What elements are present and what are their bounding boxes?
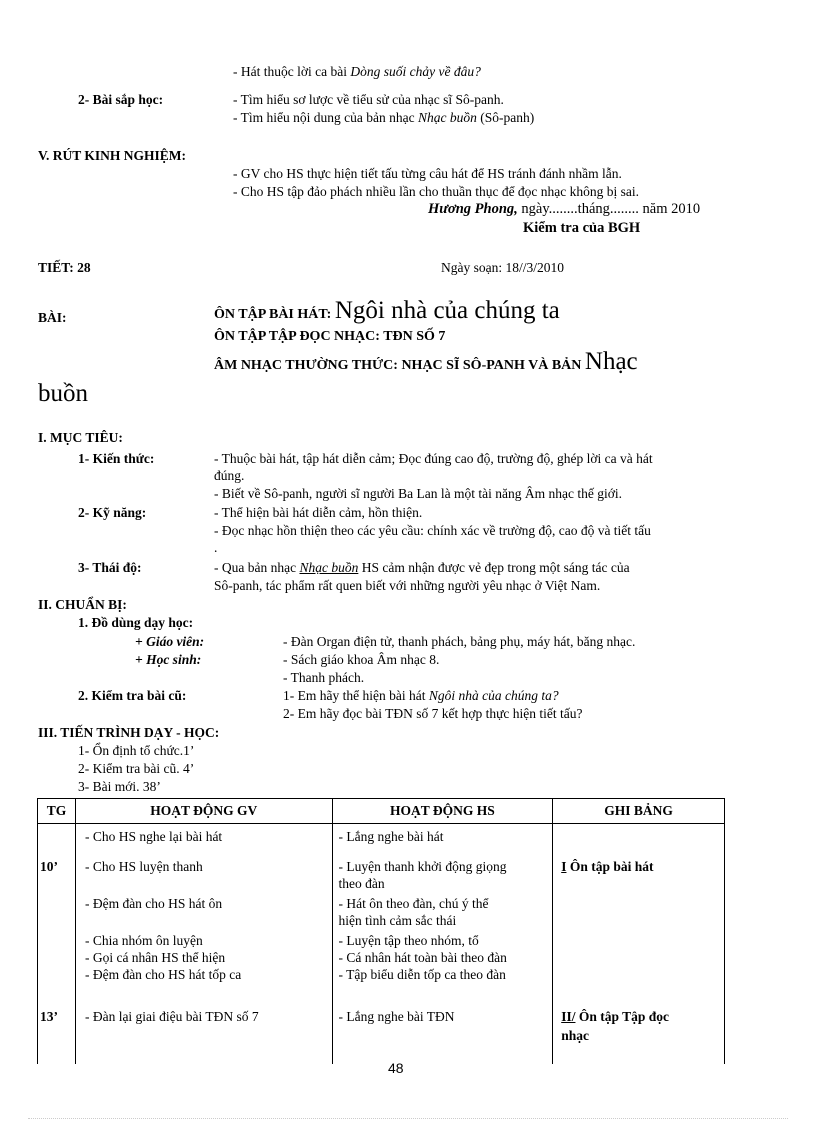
board-check: Kiểm tra của BGH bbox=[523, 220, 641, 236]
teacher-activity: - Đệm đàn cho HS hát tốp ca bbox=[84, 967, 242, 982]
student-label: + Học sinh: bbox=[135, 652, 202, 667]
teacher-activity: - Gọi cá nhân HS thể hiện bbox=[84, 950, 226, 965]
next-lesson-label: 2- Bài sắp học: bbox=[78, 92, 164, 107]
student-activity: theo đàn bbox=[338, 876, 385, 891]
process-step-3: 3- Bài mới. 38’ bbox=[78, 779, 161, 794]
skills-line-2b: . bbox=[214, 540, 218, 555]
review-line-1: 1- Em hãy thể hiện bài hát Ngôi nhà của chúng ta? bbox=[283, 688, 559, 703]
objectives-heading: I. MỤC TIÊU: bbox=[38, 430, 123, 445]
teacher-text: - Đàn Organ điện tử, thanh phách, bảng phụ, máy hát, băng nhạc. bbox=[283, 634, 636, 649]
student-activity: - Luyện thanh khởi động giọng bbox=[338, 859, 507, 874]
experience-line-2: - Cho HS tập đảo phách nhiều lần cho thuần thục để đọc nhạc không bị sai. bbox=[233, 184, 640, 199]
skills-label: 2- Kỹ năng: bbox=[78, 505, 147, 520]
experience-heading: V. RÚT KINH NGHIỆM: bbox=[38, 148, 187, 163]
attitude-label: 3- Thái độ: bbox=[78, 560, 142, 575]
student-activity: - Luyện tập theo nhóm, tổ bbox=[338, 933, 479, 948]
page-bottom-divider bbox=[28, 1118, 788, 1119]
lesson-plan-table bbox=[37, 798, 725, 1064]
teacher-activity: - Đệm đàn cho HS hát ôn bbox=[84, 896, 223, 911]
period-number: TIẾT: 28 bbox=[38, 260, 91, 275]
teacher-activity: - Cho HS luyện thanh bbox=[84, 859, 203, 874]
page-number: 48 bbox=[388, 1060, 404, 1076]
student-text-1: - Sách giáo khoa Âm nhạc 8. bbox=[283, 652, 440, 667]
next-lesson-item-1: - Tìm hiểu sơ lược về tiểu sử của nhạc sĩ Sô-panh. bbox=[233, 92, 504, 107]
time-13: 13’ bbox=[40, 1009, 58, 1024]
knowledge-line-1: - Thuộc bài hát, tập hát diễn cảm; Đọc đúng cao độ, trường độ, ghép lời ca và hát bbox=[214, 451, 653, 466]
student-activity: - Lắng nghe bài hát bbox=[338, 829, 444, 844]
student-activity: - Cá nhân hát toàn bài theo đàn bbox=[338, 950, 507, 965]
header-student-activity: HOẠT ĐỘNG HS bbox=[332, 799, 553, 824]
lesson-title-1: ÔN TẬP BÀI HÁT: Ngôi nhà của chúng ta bbox=[214, 297, 560, 324]
student-activity: hiện tình cảm sắc thái bbox=[338, 913, 457, 928]
lesson-title-2: ÔN TẬP TẬP ĐỌC NHẠC: TĐN SỐ 7 bbox=[214, 329, 446, 344]
student-activity: - Tập biểu diễn tốp ca theo đàn bbox=[338, 967, 506, 982]
header-board: GHI BẢNG bbox=[553, 799, 725, 824]
time-column bbox=[38, 824, 76, 1065]
teacher-activity: - Đàn lại giai điệu bài TĐN số 7 bbox=[84, 1009, 259, 1024]
prep-date: Ngày soạn: 18//3/2010 bbox=[441, 260, 564, 275]
student-text-2: - Thanh phách. bbox=[283, 670, 365, 685]
process-step-1: 1- Ổn định tổ chức.1’ bbox=[78, 743, 195, 758]
knowledge-line-1b: đúng. bbox=[214, 468, 245, 483]
process-step-2: 2- Kiểm tra bài cũ. 4’ bbox=[78, 761, 195, 776]
attitude-line-1: - Qua bản nhạc Nhạc buồn HS cảm nhận được vẻ đẹp trong một sáng tác của bbox=[214, 560, 630, 575]
teacher-activity: - Cho HS nghe lại bài hát bbox=[84, 829, 223, 844]
student-activity: - Hát ôn theo đàn, chú ý thể bbox=[338, 896, 489, 911]
skills-line-2: - Đọc nhạc hồn thiện theo các yêu cầu: chính xác về trường độ, cao độ và tiết tấu bbox=[214, 523, 651, 538]
teacher-column bbox=[75, 824, 332, 1065]
board-section-2: II/ Ôn tập Tập đọc bbox=[561, 1009, 669, 1024]
experience-line-1: - GV cho HS thực hiện tiết tấu từng câu hát để HS tránh đánh nhầm lẫn. bbox=[233, 166, 622, 181]
teacher-activity: - Chia nhóm ôn luyện bbox=[84, 933, 203, 948]
header-time: TG bbox=[38, 799, 76, 824]
teacher-label: + Giáo viên: bbox=[135, 634, 205, 649]
review-label: 2. Kiểm tra bài cũ: bbox=[78, 688, 187, 703]
next-lesson-item-2: - Tìm hiểu nội dung của bản nhạc Nhạc buồn (Sô-panh) bbox=[233, 110, 535, 125]
time-10: 10’ bbox=[40, 859, 58, 874]
knowledge-line-2: - Biết về Sô-panh, người sĩ người Ba Lan là một tài năng Âm nhạc thế giới. bbox=[214, 486, 622, 501]
student-activity: - Lắng nghe bài TĐN bbox=[338, 1009, 455, 1024]
lesson-label: BÀI: bbox=[38, 310, 67, 325]
tools-label: 1. Đồ dùng dạy học: bbox=[78, 615, 194, 630]
header-teacher-activity: HOẠT ĐỘNG GV bbox=[75, 799, 332, 824]
attitude-line-2: Sô-panh, tác phẩm rất quen biết với những người yêu nhạc ở Việt Nam. bbox=[214, 578, 601, 593]
lesson-title-3-cont: buồn bbox=[38, 380, 88, 407]
knowledge-label: 1- Kiến thức: bbox=[78, 451, 155, 466]
top-line-1: - Hát thuộc lời ca bài Dòng suối chảy về đâu? bbox=[233, 64, 481, 79]
board-column bbox=[553, 824, 725, 1065]
process-heading: III. TIẾN TRÌNH DẠY - HỌC: bbox=[38, 725, 220, 740]
lesson-title-3: ÂM NHẠC THƯỜNG THỨC: NHẠC SĨ SÔ-PANH VÀ BẢN Nhạc bbox=[214, 348, 638, 375]
student-column bbox=[332, 824, 553, 1065]
signature-line: Hương Phong, ngày........tháng........ năm 2010 bbox=[428, 201, 701, 217]
prep-heading: II. CHUẨN BỊ: bbox=[38, 597, 127, 612]
board-section-1: I Ôn tập bài hát bbox=[561, 859, 654, 874]
skills-line-1: - Thể hiện bài hát diễn cảm, hồn thiện. bbox=[214, 505, 423, 520]
board-section-2-cont: nhạc bbox=[561, 1028, 589, 1043]
review-line-2: 2- Em hãy đọc bài TĐN số 7 kết hợp thực hiện tiết tấu? bbox=[283, 706, 583, 721]
